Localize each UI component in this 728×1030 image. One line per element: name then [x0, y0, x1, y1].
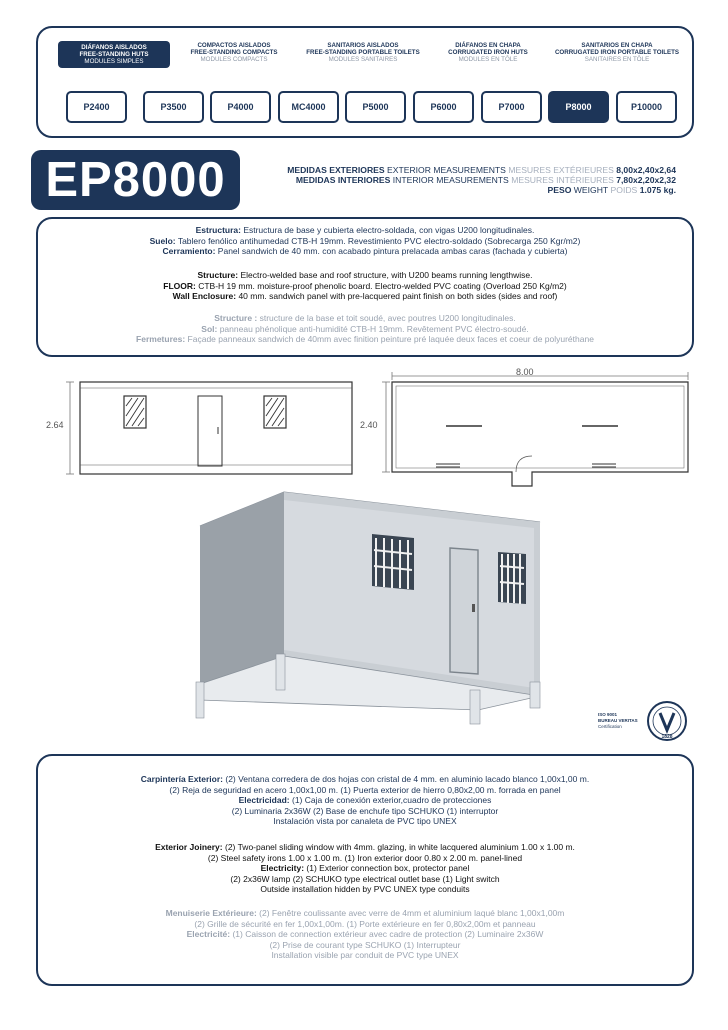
weight: PESO WEIGHT POIDS 1.075 kg.: [547, 185, 676, 195]
plan-width-label: 2.40: [360, 420, 378, 430]
model-button-mc4000[interactable]: MC4000: [278, 91, 339, 123]
model-button-p4000[interactable]: P4000: [210, 91, 271, 123]
category-tab-portable-toilets[interactable]: SANITARIOS AISLADOS FREE-STANDING PORTABLE TOILETS MODULES SANITAIRES: [306, 42, 420, 63]
plan-length-label: 8.00: [516, 367, 534, 377]
bureau-veritas-seal-icon: [646, 700, 688, 742]
door-icon: [198, 396, 222, 466]
equipment-spanish: Carpintería Exterior: (2) Ventana corredera de dos hojas con cristal de 4 mm. en aluminio lacado blanco 1,00x1,00 m. (2) Reja de seguridad en acero 1,00x1,00 m. (1) Puerta exterior de hierro 0,80x2,00 m. forrada en panel Electricidad: (1) Caja de conexión exterior,cuadro de protecciones (2) Luminaria 2x36W (2) Base de enchufe tipo SCHUKO (1) interruptor Instalación vista por canaleta de PVC tipo UNEX: [140, 774, 590, 826]
window-icon: [498, 552, 526, 604]
door-icon: [450, 548, 478, 674]
iso-certification-badge: ISO 9001 BUREAU VERITAS Certification: [598, 712, 638, 729]
model-button-p6000[interactable]: P6000: [413, 91, 474, 123]
category-tab-free-standing-compacts[interactable]: COMPACTOS AISLADOS FREE-STANDING COMPACTS MODULES COMPACTS: [190, 42, 278, 63]
equipment-french: Menuiserie Extérieure: (2) Fenêtre coulissante avec verre de 4mm et aluminium laqué blanc 1,00x1,00m (2) Grille de sécurité en fer 1,00x1,00m. (1) Porte extérieure en fer 0,80x2,00m et panneau Electricité: (1) Caisson de connection extérieur avec cadre de protection (2) Luminaire 2x36W (2) Prise de courant type SCHUKO (1) Interrupteur Installation visible par conduit de PVC type UNEX: [165, 908, 565, 960]
window-icon: [264, 396, 286, 428]
structure-english: Structure: Electro-welded base and roof structure, with U200 beams running lengthwise. FLOOR: CTB-H 19 mm. moisture-proof phenolic board. Electro-welded PVC coating (Overload 250 Kg/m2) Wall Enclosure: 40 mm. sandwich panel with pre-lacquered paint finish on both sides (sides and roof): [163, 270, 567, 301]
structure-spanish: Estructura: Estructura de base y cubierta electro-soldada, con vigas U200 longitudinales. Suelo: Tablero fenólico antihumedad CTB-H 19mm. Revestimiento PVC electro-soldado (Sobrecarga 250 Kgr/m2) Cerramiento: Panel sandwich de 40 mm. con acabado pintura prelacada ambas caras (fachada y cubierta): [149, 225, 581, 256]
front-height-label: 2.64: [46, 420, 64, 430]
category-tab-free-standing-huts[interactable]: DIÁFANOS AISLADOS FREE-STANDING HUTS MODULES SIMPLES: [58, 41, 170, 68]
model-button-p5000[interactable]: P5000: [345, 91, 406, 123]
model-button-p8000[interactable]: P8000: [548, 91, 609, 123]
model-button-p7000[interactable]: P7000: [481, 91, 542, 123]
category-tab-corrugated-iron-toilets[interactable]: SANITARIOS EN CHAPA CORRUGATED IRON PORTABLE TOILETS SANITAIRES EN TÔLE: [554, 42, 680, 63]
category-tab-corrugated-iron-huts[interactable]: DIÁFANOS EN CHAPA CORRUGATED IRON HUTS MODULES EN TÔLE: [448, 42, 528, 63]
container-photo: [188, 486, 544, 728]
model-button-p2400[interactable]: P2400: [66, 91, 127, 123]
product-title: EP8000: [31, 150, 240, 210]
front-elevation-drawing: [40, 372, 360, 482]
measurements: [240, 165, 676, 195]
floor-plan-drawing: [356, 368, 696, 488]
interior-measurements: MEDIDAS INTERIORES INTERIOR MEASUREMENTS MESURES INTÉRIEURES 7,80x2,20x2,32: [295, 175, 676, 185]
window-icon: [124, 396, 146, 428]
model-button-p10000[interactable]: P10000: [616, 91, 677, 123]
structure-french: Structure : structure de la base et toit soudé, avec poutres U200 longitudinales. Sol: panneau phénolique anti-humidité CTB-H 19mm. Revêtement PVC électro-soudé. Fermetures: Façade panneaux sandwich de 40mm avec finition peinture pré laquée deux faces et coeur de polyuréthane: [136, 313, 594, 344]
equipment-specs: [36, 754, 694, 986]
window-icon: [372, 534, 414, 590]
equipment-english: Exterior Joinery: (2) Two-panel sliding window with 4mm. glazing, in white lacquered aluminium 1.00 x 1.00 m. (2) Steel safety irons 1.00 x 1.00 m. (1) Iron exterior door 0.80 x 2.00 m. panel-lined Electricity: (1) Exterior connection box, protector panel (2) 2x36W lamp (2) SCHUKO type electrical outlet base (1) Light switch Outside installation hidden by PVC UNEX type conduits: [155, 842, 575, 894]
model-button-p3500[interactable]: P3500: [143, 91, 204, 123]
structure-specs: [36, 217, 694, 357]
exterior-measurements: MEDIDAS EXTERIORES EXTERIOR MEASUREMENTS MESURES EXTÉRIEURES 8,00x2,40x2,64: [287, 165, 676, 175]
svg-text:1828: 1828: [661, 734, 673, 740]
